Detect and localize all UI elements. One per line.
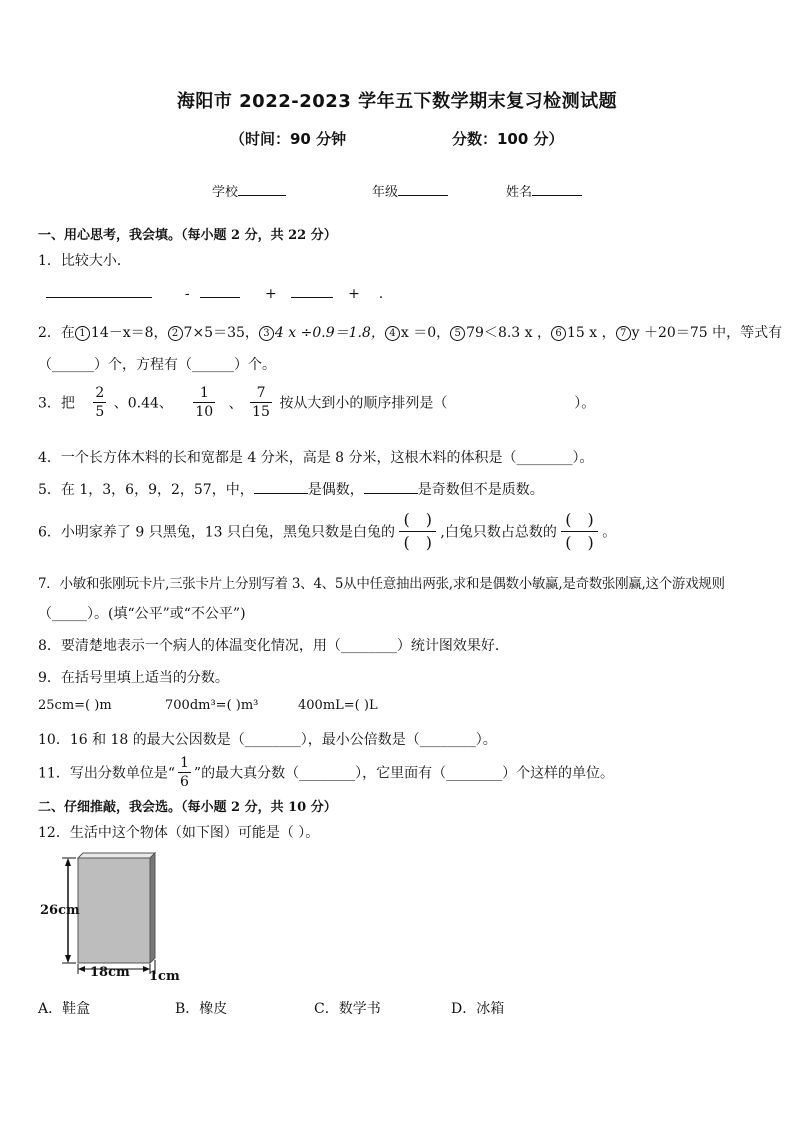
q2-circle-5: 5 <box>450 326 465 341</box>
width-arrow-left <box>78 966 85 972</box>
q3-fraction-3 <box>250 386 272 419</box>
q2-eq-2: 7×5＝35， <box>183 325 259 341</box>
q6-part-b: ,白兔只数占总数的 <box>440 524 557 541</box>
q6-f2-num-open: ( <box>565 510 572 529</box>
q6-f2-num <box>561 512 598 531</box>
q1-plus-1: + <box>265 286 277 302</box>
name-field <box>506 181 582 200</box>
question-1-blanks <box>46 284 383 302</box>
q5-blank-1[interactable] <box>254 480 308 494</box>
q2-circle-3: 3 <box>259 326 274 341</box>
height-arrow-top <box>65 858 71 866</box>
q1-blank-2[interactable] <box>200 284 240 298</box>
q3-fraction-1 <box>93 386 106 419</box>
q6-f2-num-close: ) <box>587 510 594 529</box>
q2-circle-4: 4 <box>385 326 400 341</box>
q2-eq-3: 4 x ÷0.9＝1.8， <box>274 325 385 341</box>
option-a[interactable]: A．鞋盒 <box>38 1001 91 1017</box>
question-8: 8．要清楚地表示一个病人的体温变化情况，用（________）统计图效果好． <box>38 638 509 654</box>
q2-eq-1: 14－x＝8， <box>90 325 168 341</box>
q6-f1-num-close: ) <box>425 510 432 529</box>
q6-f1-den-open: ( <box>403 533 410 552</box>
q1-minus: - <box>184 286 190 302</box>
q11-fraction <box>178 756 191 789</box>
q2-circle-6: 6 <box>551 326 566 341</box>
option-d[interactable]: D．冰箱 <box>451 1001 505 1017</box>
q1-blank-3[interactable] <box>291 284 333 298</box>
grade-field <box>372 181 448 200</box>
q2-eq-7: y ＋20＝75 中，等式有 <box>631 325 783 341</box>
q2-eq-5: 79＜8.3 x ， <box>466 325 552 341</box>
q6-f2-den-close: ) <box>587 533 594 552</box>
question-7-line-2: （_____）。(填“公平”或“不公平”) <box>38 606 246 622</box>
option-b[interactable]: B．橡皮 <box>175 1001 228 1017</box>
exam-score: 分数：100 分） <box>452 130 564 148</box>
q9-conversion-2: 700dm³=( )m³ <box>165 698 259 713</box>
q3-end: ）。 <box>574 395 596 412</box>
q11-f-num: 1 <box>179 755 189 771</box>
page-title: 海阳市 2022-2023 学年五下数学期末复习检测试题 <box>176 91 618 112</box>
q6-fraction-blank-2[interactable] <box>561 512 598 551</box>
q2-circle-2: 2 <box>168 326 183 341</box>
section-2-heading: 二、仔细推敲，我会选。（每小题 2 分，共 10 分） <box>38 800 337 815</box>
q6-f1-den-close: ) <box>425 533 432 552</box>
option-c[interactable]: C．数学书 <box>314 1001 381 1017</box>
q6-f1-num-open: ( <box>403 510 410 529</box>
question-4: 4．一个长方体木料的长和宽都是 4 分米，高是 8 分米，这根木料的体积是（________）。 <box>38 450 594 466</box>
q6-f2-den <box>561 531 598 551</box>
q6-fraction-blank-1[interactable] <box>399 512 436 551</box>
q11-f-den: 6 <box>179 774 189 790</box>
q5-part-c: 是奇数但不是质数。 <box>417 482 544 498</box>
question-11 <box>38 756 614 789</box>
q9-conversion-3: 400mL=( )L <box>298 698 378 713</box>
school-field <box>212 181 286 200</box>
q3-sep: 、 <box>228 395 243 412</box>
q1-dot: . <box>378 286 384 302</box>
q3-mid: 、0.44、 <box>113 395 173 412</box>
q11-part-a: 11．写出分数单位是“ <box>38 765 175 782</box>
q5-part-b: 是偶数， <box>307 482 364 498</box>
school-label: 学校 <box>212 185 239 200</box>
width-label: 18cm <box>90 965 130 980</box>
depth-label: 1cm <box>149 969 180 984</box>
question-6 <box>38 512 616 551</box>
question-10: 10．16 和 18 的最大公因数是（________），最小公倍数是（________）。 <box>38 732 497 748</box>
q5-blank-2[interactable] <box>364 480 418 494</box>
question-12: 12．生活中这个物体（如下图）可能是（ ）。 <box>38 825 320 841</box>
question-2-line-2: （______）个，方程有（______）个。 <box>38 357 276 373</box>
q3-fraction-2 <box>193 386 215 419</box>
q3-f2-num: 1 <box>199 385 209 401</box>
q6-f1-num <box>399 512 436 531</box>
q3-f3-den: 15 <box>252 404 270 420</box>
book-front-face <box>78 858 150 963</box>
q2-eq-4: x ＝0， <box>400 325 451 341</box>
q3-f3-num: 7 <box>256 385 266 401</box>
question-1: 1．比较大小． <box>38 253 131 269</box>
q1-plus-2: + <box>348 286 360 302</box>
height-label: 26cm <box>40 903 80 918</box>
question-3 <box>38 386 595 419</box>
q6-part-a: 6．小明家养了 9 只黑兔，13 只白兔，黑兔只数是白兔的 <box>38 524 395 541</box>
q1-blank-1[interactable] <box>46 284 152 298</box>
question-9: 9．在括号里填上适当的分数。 <box>38 670 229 686</box>
q2-circle-7: 7 <box>616 326 631 341</box>
q9-conversion-1: 25cm=( )m <box>38 698 112 713</box>
name-label: 姓名 <box>506 185 533 200</box>
question-2 <box>38 322 782 342</box>
q3-f2-den: 10 <box>195 404 214 420</box>
q3-f1-num: 2 <box>95 385 105 401</box>
exam-time: （时间：90 分钟 <box>230 130 347 148</box>
q2-eq-6: 15 x ， <box>567 325 616 341</box>
q5-part-a: 5．在 1，3，6，9，2，57，中， <box>38 482 254 498</box>
q6-part-c: 。 <box>602 524 617 541</box>
q2-circle-1: 1 <box>75 326 90 341</box>
book-top-face <box>78 853 155 858</box>
grade-label: 年级 <box>372 185 399 200</box>
name-blank[interactable] <box>532 183 582 196</box>
book-side-face <box>150 853 155 963</box>
section-1-heading: 一、用心思考，我会填。（每小题 2 分，共 22 分） <box>38 228 337 243</box>
height-arrow-bottom <box>65 955 71 963</box>
q6-f1-den <box>399 531 436 551</box>
q3-f1-den: 5 <box>95 404 105 420</box>
q6-f2-den-open: ( <box>565 533 572 552</box>
q2-prefix: 2．在 <box>38 325 75 341</box>
question-7: 7．小敏和张刚玩卡片,三张卡片上分别写着 3、4、5从中任意抽出两张,求和是偶数小敏赢,是奇数张刚赢,这个游戏规则 <box>38 576 725 592</box>
question-5 <box>38 479 544 499</box>
q3-suffix: 按从大到小的顺序排列是（ <box>279 395 448 412</box>
school-blank[interactable] <box>238 183 286 196</box>
q3-prefix: 3．把 <box>38 395 75 412</box>
grade-blank[interactable] <box>398 183 448 196</box>
q11-part-b: ”的最大真分数（________），它里面有（________）个这样的单位。 <box>193 765 615 782</box>
